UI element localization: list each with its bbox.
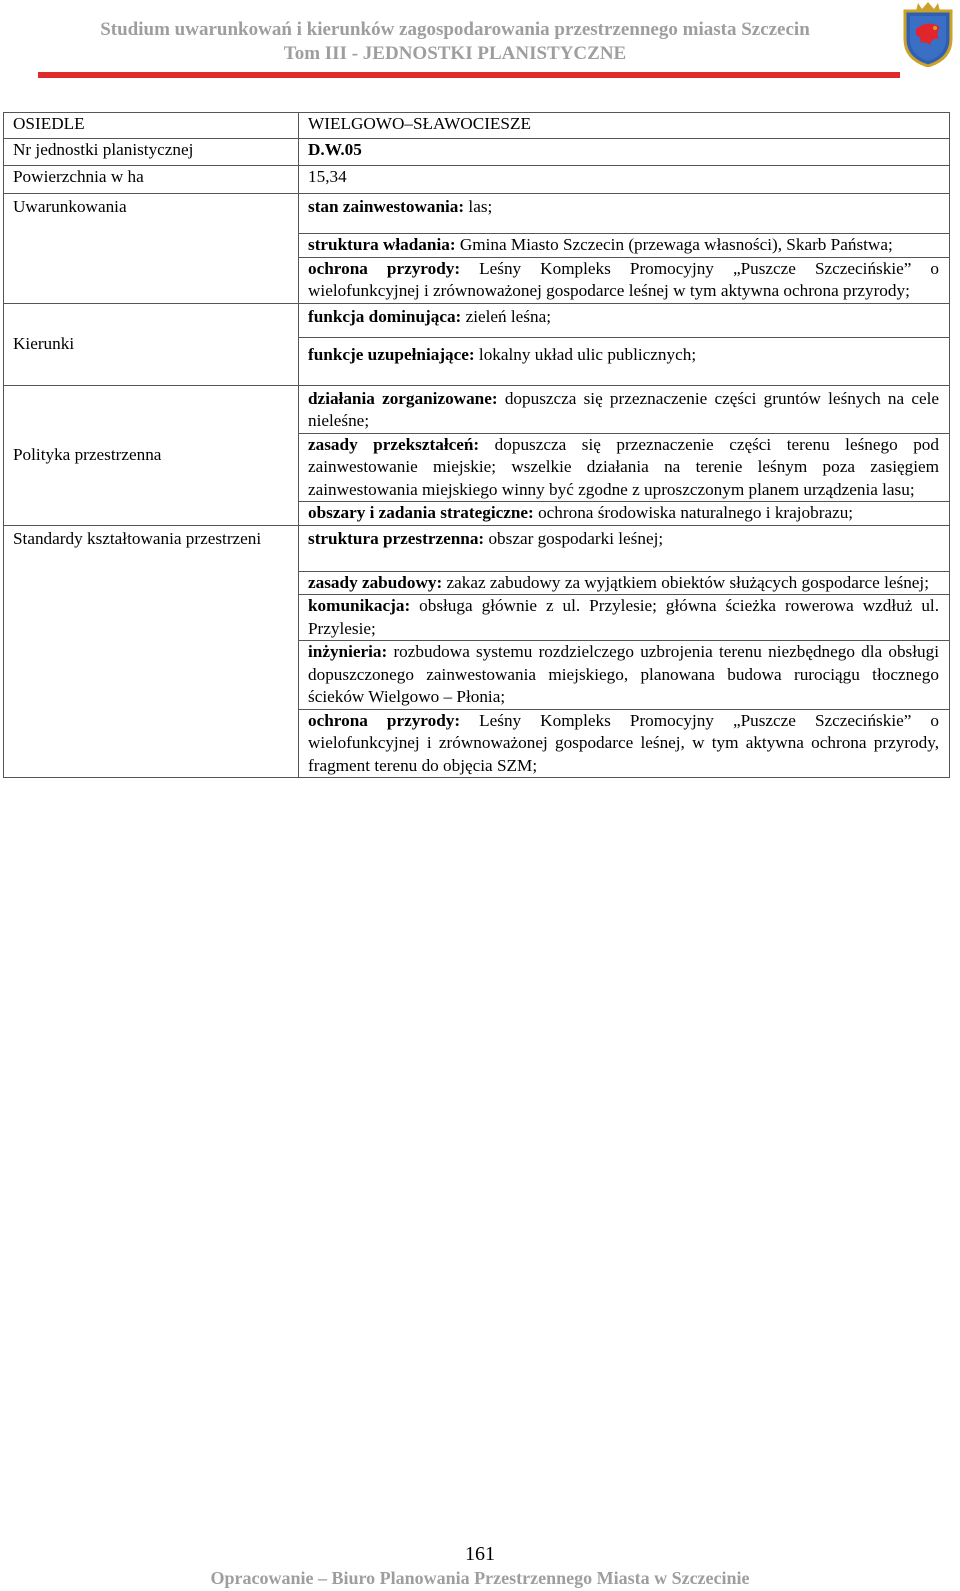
item-key: inżynieria:: [308, 642, 388, 661]
standardy-item: [299, 641, 950, 710]
standardy-item: [299, 595, 950, 641]
table-row-polityka-1: [4, 385, 950, 433]
item-key: ochrona przyrody:: [308, 710, 461, 730]
uwarunkowania-item: [299, 234, 950, 258]
item-key: zasady przekształceń:: [308, 434, 480, 454]
item-key: ochrona przyrody:: [308, 258, 461, 278]
kierunki-item: [299, 337, 950, 385]
item-text: Leśny Kompleks Promocyjny „Puszcze Szczecińskie” o wielofunkcyjnej i zrównoważonej gospodarce leśnej w tym aktywna ochrona przyrody;: [308, 258, 939, 300]
document-title: [20, 18, 890, 66]
item-text: zakaz zabudowy za wyjątkiem obiektów służących gospodarce leśnej;: [442, 572, 929, 592]
item-key: komunikacja:: [308, 596, 411, 615]
document-title-line-1: Studium uwarunkowań i kierunków zagospodarowania przestrzennego miasta Szczecin: [100, 19, 810, 40]
item-text: dopuszcza się przeznaczenie części terenu leśnego pod zainwestowanie miejskie; wszelkie działania na terenie leśnym poza zasięgiem zainwestowania miejskiego winny być zgodne z uproszczonym planem urządzenia lasu;: [308, 434, 939, 499]
item-key: zasady zabudowy:: [308, 572, 443, 592]
area-label: Powierzchnia w ha: [4, 166, 299, 194]
item-text: obsługa głównie z ul. Przylesie; główna ścieżka rowerowa wzdłuż ul. Przylesie;: [308, 596, 939, 638]
osiedle-label: OSIEDLE: [4, 113, 299, 139]
item-key: stan zainwestowania:: [308, 197, 465, 216]
unit-number-label: Nr jednostki planistycznej: [4, 139, 299, 166]
table-row-uwarunkowania-1: [4, 194, 950, 234]
item-key: funkcje uzupełniające:: [308, 344, 475, 364]
kierunki-item: [299, 303, 950, 337]
uwarunkowania-item: [299, 257, 950, 303]
table-row-standardy-1: [4, 525, 950, 571]
page-header: [0, 0, 960, 80]
standardy-item: [299, 525, 950, 571]
item-key: struktura przestrzenna:: [308, 528, 485, 548]
item-key: działania zorganizowane:: [308, 388, 498, 408]
item-key: funkcja dominująca:: [308, 306, 462, 326]
page-footer: Opracowanie – Biuro Planowania Przestrzennego Miasta w Szczecinie: [210, 1568, 750, 1588]
standardy-item: [299, 571, 950, 595]
polityka-item: [299, 502, 950, 526]
header-rule: [38, 72, 900, 78]
table-row-unit: [4, 139, 950, 166]
item-text: rozbudowa systemu rozdzielczego uzbrojenia terenu niezbędnego dla obsługi dopuszczonego zainwestowania miejskiego, planowana budowa rurociągu tłocznego ścieków Wielgowo – Płonia;: [308, 642, 939, 706]
table-row-kierunki-1: [4, 303, 950, 337]
page-number: 161: [465, 1543, 495, 1565]
document-title-line-2: Tom III - JEDNOSTKI PLANISTYCZNE: [283, 43, 627, 64]
item-text: las;: [464, 197, 493, 216]
item-text: zieleń leśna;: [461, 306, 551, 326]
planning-unit-table: [3, 112, 950, 778]
item-text: Gmina Miasto Szczecin (przewaga własności), Skarb Państwa;: [455, 235, 893, 254]
table-row-osiedle: [4, 113, 950, 139]
unit-number-value: D.W.05: [299, 139, 950, 166]
item-key: obszary i zadania strategiczne:: [308, 503, 534, 522]
standardy-item: [299, 709, 950, 778]
table-row-area: [4, 166, 950, 194]
item-text: obszar gospodarki leśnej;: [484, 528, 664, 548]
polityka-item: [299, 385, 950, 433]
item-text: Leśny Kompleks Promocyjny „Puszcze Szczecińskie” o wielofunkcyjnej i zrównoważonej gospodarce leśnej, w tym aktywna ochrona przyrody, fragment terenu do objęcia SZM;: [308, 710, 939, 775]
area-value: 15,34: [299, 166, 950, 194]
item-text: lokalny układ ulic publicznych;: [474, 344, 697, 364]
uwarunkowania-item: [299, 194, 950, 234]
item-text: dopuszcza się przeznaczenie części gruntów leśnych na cele nieleśne;: [308, 388, 939, 430]
uwarunkowania-label: Uwarunkowania: [4, 194, 299, 304]
item-key: struktura władania:: [308, 235, 456, 254]
szczecin-coat-of-arms-icon: [902, 1, 954, 67]
kierunki-label: Kierunki: [4, 303, 299, 385]
polityka-label: Polityka przestrzenna: [4, 385, 299, 525]
standardy-label: Standardy kształtowania przestrzeni: [4, 525, 299, 778]
item-text: ochrona środowiska naturalnego i krajobrazu;: [533, 503, 854, 522]
polityka-item: [299, 433, 950, 502]
osiedle-value: WIELGOWO–SŁAWOCIESZE: [299, 113, 950, 139]
